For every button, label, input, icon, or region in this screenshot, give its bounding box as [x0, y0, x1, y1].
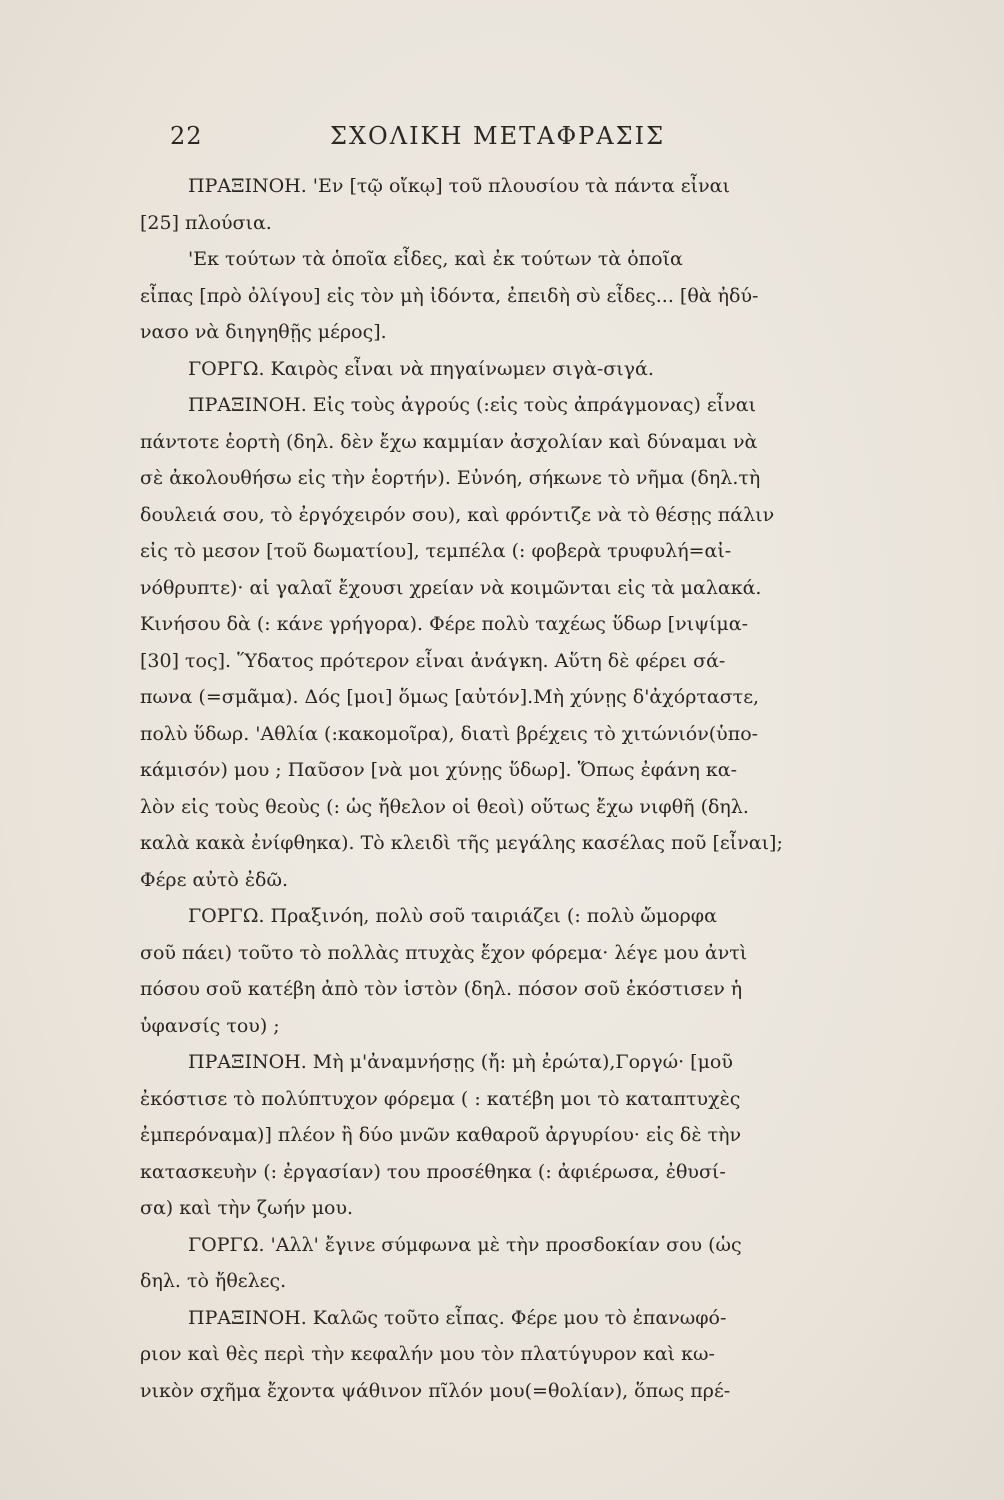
text-line: νικὸν σχῆμα ἔχοντα ψάθινον πῖλόν μου(=θολίαν), ὅπως πρέ- [140, 1379, 731, 1402]
text-line: κατασκευὴν (: ἐργασίαν) του προσέθηκα (: ἀφιέρωσα, ἐθυσί- [140, 1160, 726, 1183]
text-line: νόθρυπτε)· αἱ γαλαῖ ἔχουσι χρείαν νὰ κοιμῶνται εἰς τὰ μαλακά. [140, 576, 762, 599]
text-line: σὲ ἀκολουθήσω εἰς τὴν ἑορτήν). Εὐνόη, σήκωνε τὸ νῆμα (δηλ.τὴ [140, 467, 761, 489]
text-line: πόσου σοῦ κατέβη ἀπὸ τὸν ἱστὸν (δηλ. πόσον σοῦ ἐκόστισεν ἡ [140, 978, 743, 1000]
text-line: Κινήσου δὰ (: κάνε γρήγορα). Φέρε πολὺ ταχέως ὕδωρ [νιψίμα- [140, 613, 749, 635]
text-line: ΠΡΑΞΙΝΟΗ. Καλῶς τοῦτο εἶπας. Φέρε μου τὸ ἐπανωφό- [188, 1306, 727, 1329]
text-line: ἐμπερόναμα)] πλέον ἢ δύο μνῶν καθαροῦ ἀργυρίου· εἰς δὲ τὴν [140, 1124, 742, 1146]
running-title: ΣΧΟΛΙΚΗ ΜΕΤΑΦΡΑΣΙΣ [330, 122, 666, 150]
translation-text [140, 168, 870, 1409]
text-line: λὸν εἰς τοὺς θεοὺς (: ὡς ἤθελον οἱ θεοὶ) οὕτως ἔχω νιφθῆ (δηλ. [140, 795, 749, 818]
text-line: ΓΟΡΓΩ. 'Αλλ' ἔγινε σύμφωνα μὲ τὴν προσδοκίαν σου (ὡς [188, 1233, 742, 1256]
text-line: Φέρε αὐτὸ ἐδῶ. [140, 868, 289, 891]
text-line: δηλ. τὸ ἤθελες. [140, 1270, 287, 1292]
text-line: εἶπας [πρὸ ὀλίγου] εἰς τὸν μὴ ἰδόντα, ἐπειδὴ σὺ εἶδες... [θὰ ἠδύ- [140, 284, 759, 307]
text-line: νασο νὰ διηγηθῇς μέρος]. [140, 321, 387, 343]
text-line: πολὺ ὕδωρ. 'Αθλία (:κακομοῖρα), διατὶ βρέχεις τὸ χιτώνιόν(ὑπο- [140, 722, 759, 745]
text-line: ΠΡΑΞΙΝΟΗ. Εἰς τοὺς ἀγρούς (:εἰς τοὺς ἀπράγμονας) εἶναι [188, 394, 757, 416]
text-line: καλὰ κακὰ ἐνίφθηκα). Τὸ κλειδὶ τῆς μεγάλης κασέλας ποῦ [εἶναι]; [140, 832, 783, 854]
text-line: ΠΡΑΞΙΝΟΗ. Μὴ μ'ἀναμνήσῃς (ἤ: μὴ ἐρώτα),Γοργώ· [μοῦ [188, 1051, 733, 1073]
text-line: ΓΟΡΓΩ. Καιρὸς εἶναι νὰ πηγαίνωμεν σιγὰ-σιγά. [188, 357, 654, 380]
text-line: πάντοτε ἑορτὴ (δηλ. δὲν ἔχω καμμίαν ἀσχολίαν καὶ δύναμαι νὰ [140, 430, 758, 453]
text-line: ΠΡΑΞΙΝΟΗ. 'Εν [τῷ οἴκῳ] τοῦ πλουσίου τὰ πάντα εἶναι [188, 175, 730, 197]
text-line: δουλειά σου, τὸ ἐργόχειρόν σου), καὶ φρόντιζε νὰ τὸ θέσῃς πάλιν [140, 503, 775, 526]
text-line: σα) καὶ τὴν ζωήν μου. [140, 1197, 354, 1219]
text-line: κάμισόν) μου ; Παῦσον [νὰ μοι χύνῃς ὕδωρ]. Ὅπως ἐφάνη κα- [140, 759, 738, 781]
text-line: 'Εκ τούτων τὰ ὁποῖα εἶδες, καὶ ἐκ τούτων τὰ ὁποῖα [188, 248, 683, 270]
text-line: ΓΟΡΓΩ. Πραξινόη, πολὺ σοῦ ταιριάζει (: πολὺ ὤμορφα [188, 905, 717, 927]
text-line: [30] τος]. Ὕδατος πρότερον εἶναι ἀνάγκη. Αὕτη δὲ φέρει σά- [140, 649, 726, 672]
text-line: [25] πλούσια. [140, 211, 272, 234]
text-line: σοῦ πάει) τοῦτο τὸ πολλὰς πτυχὰς ἔχον φόρεμα· λέγε μου ἀντὶ [140, 941, 748, 964]
page-number: 22 [170, 122, 203, 150]
page-header [170, 122, 890, 162]
text-line: ἐκόστισε τὸ πολύπτυχον φόρεμα ( : κατέβη μοι τὸ καταπτυχὲς [140, 1087, 741, 1110]
text-line: ὑφανσίς του) ; [140, 1014, 280, 1037]
text-line: εἰς τὸ μεσον [τοῦ δωματίου], τεμπέλα (: φοβερὰ τρυφυλή=αἰ- [140, 540, 732, 562]
text-line: πωνα (=σμᾶμα). Δός [μοι] ὅμως [αὐτόν].Μὴ χύνῃς δ'ἀχόρταστε, [140, 686, 760, 708]
text-line: ριον καὶ θὲς περὶ τὴν κεφαλήν μου τὸν πλατύγυρον καὶ κω- [140, 1343, 715, 1365]
